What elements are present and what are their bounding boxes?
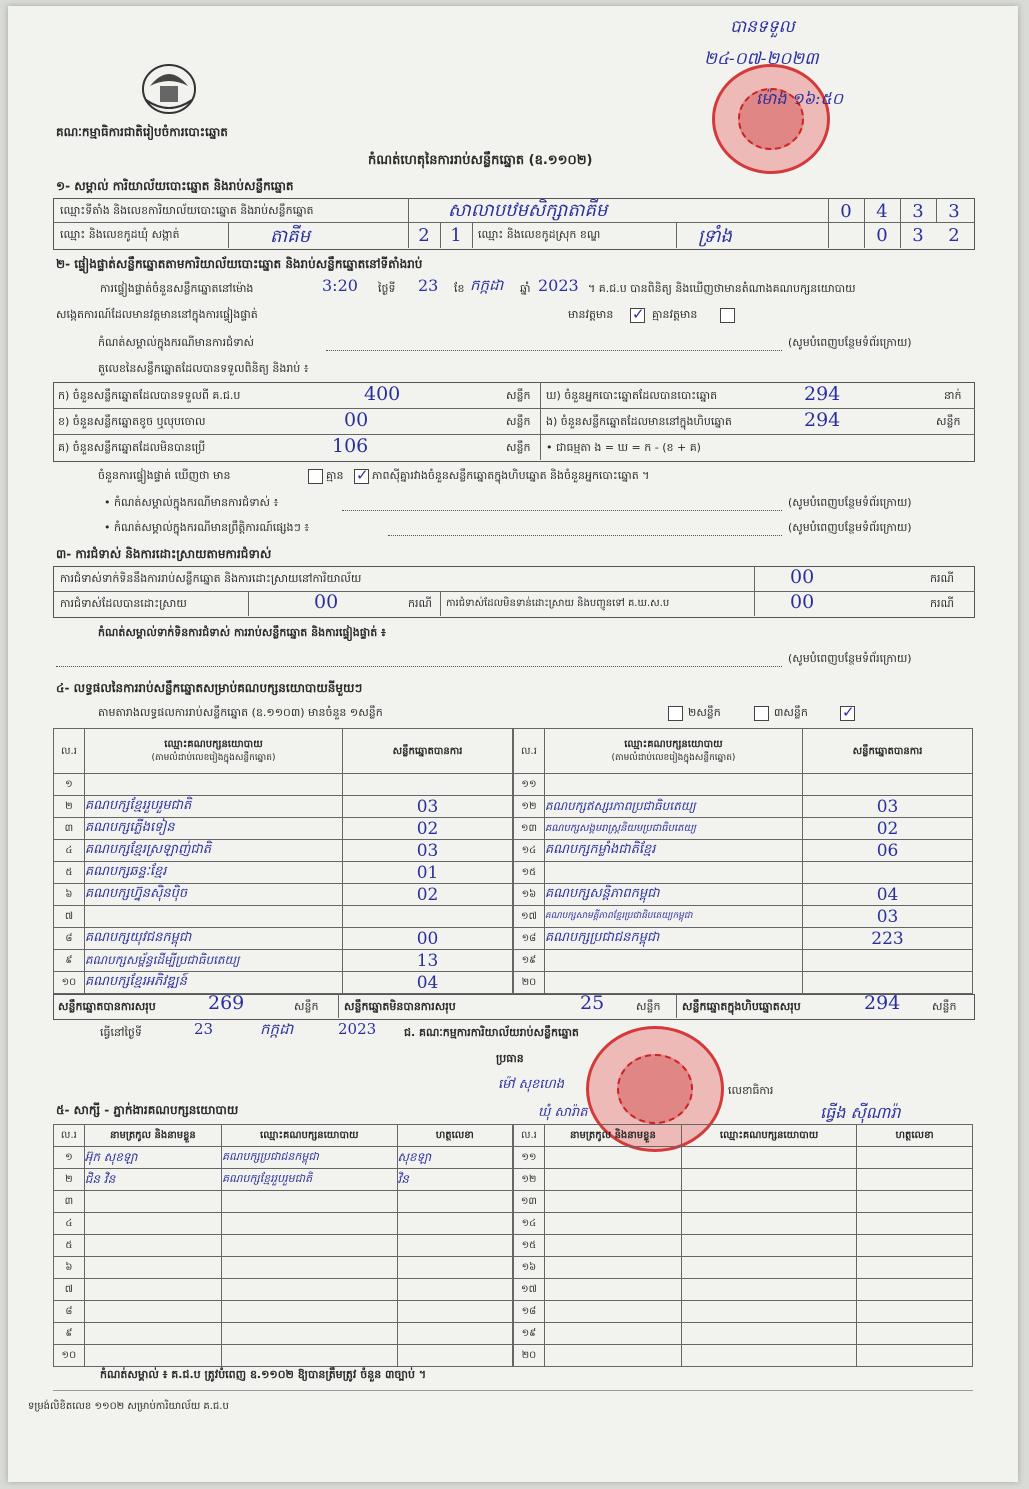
table-row: ៤ គណបក្សខ្មែរស្រឡាញ់ជាតិ 03 <box>54 840 513 862</box>
sign-day: 23 <box>194 1020 214 1038</box>
col-party-sub-right: (តាមលំដាប់លេខរៀងក្នុងសន្លឹកឆ្នោត) <box>611 753 736 763</box>
day-label: ថ្ងៃទី <box>378 282 396 295</box>
col-votes-header: សន្លឹកឆ្នោតបានការ <box>343 729 513 774</box>
total-invalid-label: សន្លឹកឆ្នោតមិនបានការសរុប <box>344 1000 456 1013</box>
sheet2-checkbox[interactable] <box>754 706 769 721</box>
table-row: ១៣ <box>514 1191 973 1213</box>
table-row: ១២ គណបក្សឥស្សរភាពប្រជាធិបតេយ្យ 03 <box>514 796 973 818</box>
count-e-unit: សន្លឹក <box>936 415 961 428</box>
match-no-checkbox[interactable]: ✓ <box>356 466 369 484</box>
table-row: ១៤ <box>514 1213 973 1235</box>
col-no-header-right: ល.រ <box>514 729 545 774</box>
count-d-value: 294 <box>804 383 841 405</box>
table-row: ៩ <box>54 1323 513 1345</box>
district-label: ឈ្មោះ និងលេខកូដស្រុក ខណ្ឌ <box>478 228 601 241</box>
total-box-value: 294 <box>864 992 901 1014</box>
bullet-objection: • កំណត់សម្គាល់ក្នុងករណីមានការជំទាស់ ៖ <box>104 496 279 509</box>
verify-line-2: សង្កេតការណ៍ដែលមានវត្តមាននៅក្នុងការផ្ទៀងផ្ទាត់ <box>56 308 258 321</box>
w-col-sign-right: ហត្ថលេខា <box>857 1125 973 1147</box>
table-row: ១៥ <box>514 862 973 884</box>
col-votes-header-right: សន្លឹកឆ្នោតបានការ <box>803 729 973 774</box>
verify-line-1: ការផ្ទៀងផ្ទាត់ចំនួនសន្លឹកឆ្នោតនៅម៉ោង <box>100 282 254 295</box>
table-row: ១១ <box>514 1147 973 1169</box>
year-label: ឆ្នាំ <box>520 282 531 295</box>
commune-label: ឈ្មោះ និងលេខកូដឃុំ សង្កាត់ <box>60 228 180 241</box>
chair-label: ប្រធាន <box>496 1052 524 1065</box>
objection-row2-value: 00 <box>314 591 339 613</box>
stamp-line-3: ម៉ោង ១៦:៥០ <box>756 89 844 108</box>
section4-title: ៤- លទ្ធផលនៃការរាប់សន្លឹកឆ្នោតសម្រាប់គណបក្សនយោបាយនីមួយៗ <box>56 681 363 695</box>
witness-table-left <box>53 1124 513 1367</box>
secretary-label: លេខាធិការ <box>728 1084 774 1097</box>
table-row: ៧ <box>54 906 513 928</box>
present-checkbox[interactable]: ✓ <box>632 305 645 323</box>
sign-committee: ជ. គណៈកម្មការការិយាល័យរាប់សន្លឹកឆ្នោត <box>404 1026 579 1039</box>
verify-year: 2023 <box>538 276 579 295</box>
verify-day: 23 <box>418 276 439 295</box>
table-row: ១៨ <box>514 1301 973 1323</box>
sign-month: កក្កដា <box>260 1020 294 1038</box>
chair-signature: ម៉ៅ សុខហេង <box>498 1077 565 1092</box>
objection-note: កំណត់សម្គាល់ទាក់ទិនការជំទាស់ ការរាប់សន្លឹកឆ្នោត និងការផ្ទៀងផ្ទាត់ ៖ <box>98 626 386 639</box>
office-label: ឈ្មោះទីតាំង និងលេខការិយាល័យបោះឆ្នោត និងរាប់សន្លឹកឆ្នោត <box>60 204 314 217</box>
table-row: ៣ <box>54 1191 513 1213</box>
w-col-name-right: នាមត្រកូល និងនាមខ្លួន <box>544 1125 681 1147</box>
count-e-value: 294 <box>804 409 841 431</box>
table-row: ៨ <box>54 1301 513 1323</box>
w-col-name: នាមត្រកូល និងនាមខ្លួន <box>84 1125 221 1147</box>
col-party-header <box>84 729 342 774</box>
table-row: ១ អ៊ុក សុខឡា គណបក្សប្រជាជនកម្ពុជា សុខឡា <box>54 1147 513 1169</box>
form-sheet <box>8 6 1018 1482</box>
opt-2-sheets: ២សន្លឹក <box>688 706 721 719</box>
objection-note-label: កំណត់សម្គាល់ក្នុងករណីមានការជំទាស់ <box>98 336 255 349</box>
count-formula: • ជាធម្មតា ង = ឃ = ក - (ខ + គ) <box>546 441 701 454</box>
opt-3-sheets: ៣សន្លឹក <box>774 706 808 719</box>
table-row: ២០ <box>514 1345 973 1367</box>
table-row: ១៧ <box>514 1279 973 1301</box>
table-row: ២ គណបក្សខ្មែររួបរួមជាតិ 03 <box>54 796 513 818</box>
office-code-1: 0 <box>840 201 852 222</box>
table-row: ៩ គណបក្សសម្ព័ន្ធដើម្បីប្រជាធិបតេយ្យ 13 <box>54 950 513 972</box>
table-row: ១ <box>54 774 513 796</box>
verify-line-1-tail: ។ គ.ជ.ប បានពិនិត្យ និងឃើញថាមានតំណាងគណបក្សនយោបាយ <box>588 282 856 295</box>
col-party-header-right <box>544 729 802 774</box>
w-col-sign: ហត្ថលេខា <box>397 1125 513 1147</box>
table-row: ២ ជិន វិន គណបក្សខ្មែររួបរួមជាតិ វិន <box>54 1169 513 1191</box>
total-box-label: សន្លឹកឆ្នោតក្នុងហិបឆ្នោតសរុប <box>682 1000 801 1013</box>
count-c-unit: សន្លឹក <box>506 441 531 454</box>
objection-note-fill: (សូមបំពេញបន្ថែមទំព័រក្រោយ) <box>788 652 912 665</box>
match-yes-checkbox[interactable] <box>308 469 323 484</box>
opt-present-label: មានវត្តមាន <box>568 308 614 321</box>
total-valid-label: សន្លឹកឆ្នោតបានការសរុប <box>58 1000 156 1013</box>
count-b-value: 00 <box>344 409 369 431</box>
stamp-line-1: បានទទួល <box>730 17 795 37</box>
table-row: ៣ គណបក្សភ្លើងទៀន 02 <box>54 818 513 840</box>
table-row: ១៩ <box>514 1323 973 1345</box>
count-intro: តួលេខនៃសន្លឹកឆ្នោតដែលបានទទួលពិនិត្យ និងរាប់ ៖ <box>98 362 309 375</box>
w-col-party: ឈ្មោះគណបក្សនយោបាយ <box>222 1125 397 1147</box>
secretary-signature: ធ្វើង ស៊ីណារ៉ា <box>820 1103 901 1122</box>
results-table-left <box>53 728 513 994</box>
footer-form-ref: ទម្រង់លិខិតលេខ ១១០២ សម្រាប់ការិយាល័យ គ.ជ.ប <box>28 1401 229 1412</box>
table-row: ៦ គណបក្សហ្វ៊ុនស៊ិនប៉ិច 02 <box>54 884 513 906</box>
district-code-3: 2 <box>948 225 960 246</box>
table-row: ១៨ គណបក្សប្រជាជនកម្ពុជា 223 <box>514 928 973 950</box>
received-stamp <box>712 64 830 174</box>
table-row: ១០ គណបក្សខ្មែរអភិវឌ្ឍន៍ 04 <box>54 972 513 994</box>
match-check-line: ចំនួនការផ្ទៀងផ្ទាត់ ឃើញថា មាន <box>98 469 231 482</box>
emblem-icon <box>136 56 202 118</box>
commune-name: តាគីម <box>270 226 310 247</box>
table-row: ៨ គណបក្សយុវជនកម្ពុជា 00 <box>54 928 513 950</box>
sheet3-checkbox[interactable]: ✓ <box>842 703 855 721</box>
office-name: សាលាបឋមសិក្សាតាគីម <box>448 200 608 221</box>
opt-absent-label: គ្មានវត្តមាន <box>652 308 698 321</box>
table-row: ១៣ គណបក្សសង្គមរាស្ត្រនិយមប្រជាធិបតេយ្យ 02 <box>514 818 973 840</box>
table-row: ៧ <box>54 1279 513 1301</box>
table-row: ១៧ គណបក្សសាមគ្គីភាពខ្មែរប្រជាធិបតេយ្យកម្ពុជា 03 <box>514 906 973 928</box>
objection-row2-unit: ករណី <box>408 597 432 610</box>
opt-mismatch-label: គ្មាន <box>326 469 344 482</box>
section5-title: ៥- សាក្សី - ភ្នាក់ងារគណបក្សនយោបាយ <box>56 1103 239 1117</box>
count-a-label: ក) ចំនួនសន្លឹកឆ្នោតដែលបានទទួលពី គ.ជ.ប <box>58 389 241 402</box>
sheet1-checkbox[interactable] <box>668 706 683 721</box>
objection-fill-note: (សូមបំពេញបន្ថែមទំព័រក្រោយ) <box>788 336 912 349</box>
count-b-unit: សន្លឹក <box>506 415 531 428</box>
col-party-sub: (តាមលំដាប់លេខរៀងក្នុងសន្លឹកឆ្នោត) <box>151 753 276 763</box>
bullet-events-fill: (សូមបំពេញបន្ថែមទំព័រក្រោយ) <box>788 521 912 534</box>
count-b-label: ខ) ចំនួនសន្លឹកឆ្នោតខូច ឬលុបចោល <box>58 415 206 428</box>
district-code-2: 3 <box>912 225 924 246</box>
table-row: ១៦ គណបក្សសន្តិភាពកម្ពុជា 04 <box>514 884 973 906</box>
match-check-tail: ភាពស៊ីគ្នារវាងចំនួនសន្លឹកឆ្នោតក្នុងហិបឆ្នោត និងចំនួនអ្នកបោះឆ្នោត ។ <box>372 469 650 482</box>
results-table-right <box>513 728 973 994</box>
objection-row1-unit: ករណី <box>930 572 954 585</box>
table-row: ១១ <box>514 774 973 796</box>
table-row: ១២ <box>514 1169 973 1191</box>
w-col-no: ល.រ <box>54 1125 85 1147</box>
bullet-objection-fill: (សូមបំពេញបន្ថែមទំព័រក្រោយ) <box>788 496 912 509</box>
total-box-unit: សន្លឹក <box>932 1000 957 1013</box>
sign-date-label: ធ្វើនៅថ្ងៃទី <box>100 1026 142 1039</box>
commune-code-2: 1 <box>450 225 462 246</box>
member-signature: ឃុំ សារ៉ាត <box>538 1105 588 1120</box>
stamp-line-2: ២៤-០៧-២០២៣ <box>704 49 819 69</box>
district-code-1: 0 <box>876 225 888 246</box>
table-row: ៤ <box>54 1213 513 1235</box>
office-code-4: 3 <box>948 201 960 222</box>
table-row: ១៥ <box>514 1235 973 1257</box>
count-c-value: 106 <box>332 435 369 457</box>
sign-year: 2023 <box>338 1020 377 1038</box>
commune-code-1: 2 <box>418 225 430 246</box>
count-a-value: 400 <box>364 383 401 405</box>
col-no-header: ល.រ <box>54 729 85 774</box>
month-label: ខែ <box>454 282 465 295</box>
objection-row2-label: ការជំទាស់ដែលបានដោះស្រាយ <box>60 597 187 610</box>
committee-name: គណៈកម្មាធិការជាតិរៀបចំការបោះឆ្នោត <box>56 125 228 139</box>
district-name: ទ្រាំង <box>698 226 732 247</box>
section2-title: ២- ផ្ទៀងផ្ទាត់សន្លឹកឆ្នោតតាមការិយាល័យបោះឆ្នោត និងរាប់សន្លឹកឆ្នោតនៅទីតាំងរាប់ <box>56 257 423 271</box>
w-col-no-right: ល.រ <box>514 1125 545 1147</box>
count-c-label: គ) ចំនួនសន្លឹកឆ្នោតដែលមិនបានប្រើ <box>58 441 206 454</box>
count-e-label: ង) ចំនួនសន្លឹកឆ្នោតដែលមាននៅក្នុងហិបឆ្នោត <box>546 415 732 428</box>
absent-checkbox[interactable] <box>720 308 735 323</box>
total-invalid-value: 25 <box>580 992 605 1014</box>
objection-row1-label: ការជំទាស់ទាក់ទិននឹងការរាប់សន្លឹកឆ្នោត និងការដោះស្រាយនៅការិយាល័យ <box>60 572 362 585</box>
section3-title: ៣- ការជំទាស់ និងការដោះស្រាយតាមការជំទាស់ <box>56 547 272 561</box>
count-d-unit: នាក់ <box>944 389 962 402</box>
count-d-label: ឃ) ចំនួនអ្នកបោះឆ្នោតដែលបានបោះឆ្នោត <box>546 389 718 402</box>
objection-row2b-unit: ករណី <box>930 597 954 610</box>
total-invalid-unit: សន្លឹក <box>636 1000 661 1013</box>
col-party-title-right: ឈ្មោះគណបក្សនយោបាយ <box>624 739 723 750</box>
office-code-3: 3 <box>912 201 924 222</box>
objection-row1-value: 00 <box>790 566 815 588</box>
total-valid-unit: សន្លឹក <box>294 1000 319 1013</box>
table-row: ១៩ <box>514 950 973 972</box>
table-row: ២០ <box>514 972 973 994</box>
count-a-unit: សន្លឹក <box>506 389 531 402</box>
verify-time: 3:20 <box>322 276 358 295</box>
table-row: ៥ <box>54 1235 513 1257</box>
witness-table-right <box>513 1124 973 1367</box>
section1-title: ១- សម្គាល់ ការិយាល័យបោះឆ្នោត និងរាប់សន្លឹកឆ្នោត <box>56 179 294 193</box>
total-valid-value: 269 <box>208 992 245 1014</box>
results-intro: តាមតារាងលទ្ធផលការរាប់សន្លឹកឆ្នោត (ឧ.១១០៣) មានចំនួន ១សន្លឹក <box>98 706 383 719</box>
footer-note: កំណត់សម្គាល់ ៖ គ.ជ.ប ត្រូវបំពេញ ឧ.១១០២ ឱ្យបានត្រឹមត្រូវ ចំនួន ៣ច្បាប់ ។ <box>100 1368 427 1381</box>
objection-row2b-label: ការជំទាស់ដែលមិនទាន់ដោះស្រាយ និងបញ្ជូនទៅ គ.ឃ.ស.ប <box>446 598 670 609</box>
verify-month: កក្កដា <box>470 276 504 294</box>
col-party-title: ឈ្មោះគណបក្សនយោបាយ <box>164 739 263 750</box>
table-row: ១៤ គណបក្សកម្លាំងជាតិខ្មែរ 06 <box>514 840 973 862</box>
table-row: ៦ <box>54 1257 513 1279</box>
table-row: ១៦ <box>514 1257 973 1279</box>
table-row: ១០ <box>54 1345 513 1367</box>
form-title: កំណត់ហេតុនៃការរាប់សន្លឹកឆ្នោត (ឧ.១១០២) <box>368 153 593 168</box>
objection-row2b-value: 00 <box>790 591 815 613</box>
office-code-2: 4 <box>876 201 888 222</box>
w-col-party-right: ឈ្មោះគណបក្សនយោបាយ <box>682 1125 857 1147</box>
table-row: ៥ គណបក្សឆន្ទៈខ្មែរ 01 <box>54 862 513 884</box>
bullet-events: • កំណត់សម្គាល់ក្នុងករណីមានព្រឹត្តិការណ៍ផ្សេងៗ ៖ <box>104 521 310 534</box>
totals-row <box>53 994 975 1020</box>
